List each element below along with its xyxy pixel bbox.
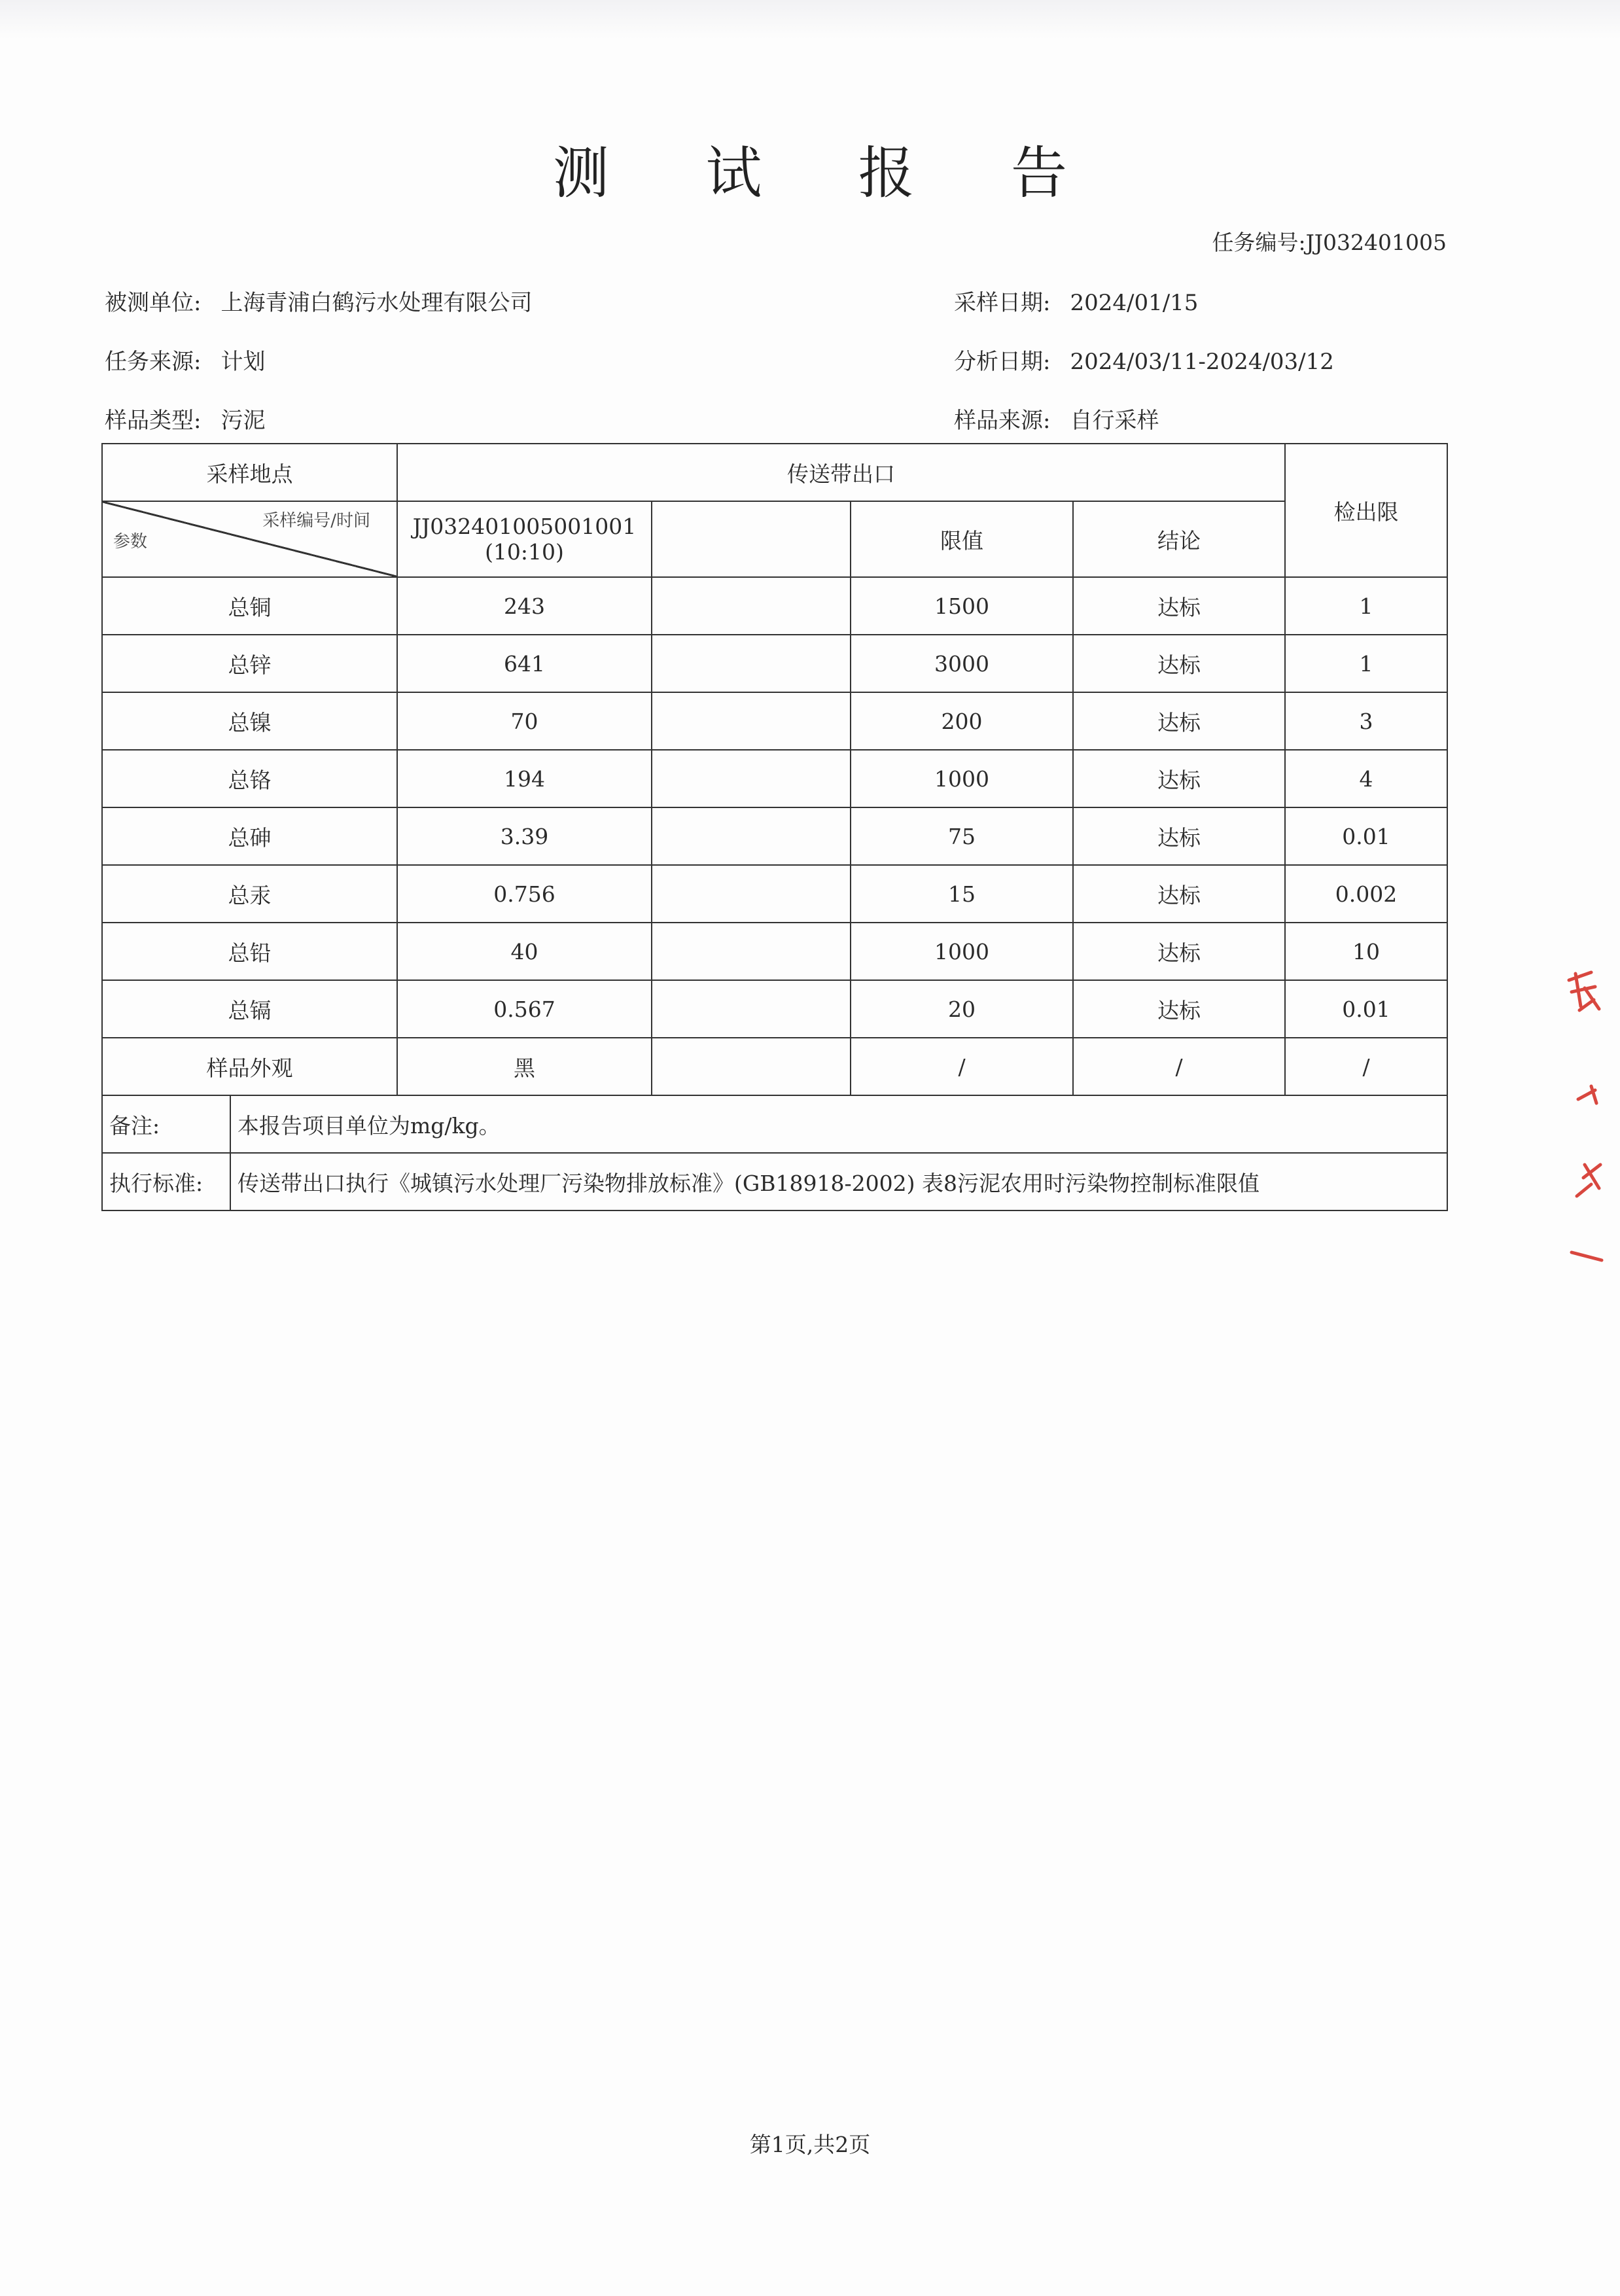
limit-cell: 75 (851, 807, 1073, 865)
task-number: 任务编号:JJ032401005 (1212, 230, 1447, 255)
detection-limit-cell: 1 (1285, 635, 1447, 692)
conclusion-cell: 达标 (1073, 807, 1285, 865)
sample-source-label: 样品来源: (954, 408, 1051, 434)
conclusion-cell: 达标 (1073, 980, 1285, 1038)
sample-id: JJ032401005001001 (412, 514, 637, 539)
detection-limit-header: 检出限 (1285, 444, 1447, 577)
sample-date-label: 采样日期: (954, 290, 1051, 316)
table-row (102, 807, 1447, 865)
diag-bottom-label: 参数 (113, 532, 148, 552)
detection-limit-cell: 1 (1285, 577, 1447, 635)
blank-cell (652, 635, 851, 692)
sample-date-value: 2024/01/15 (1070, 290, 1199, 316)
limit-cell: / (851, 1038, 1073, 1095)
scan-top-bleed (0, 0, 1620, 39)
value-cell: 70 (397, 692, 652, 750)
conclusion-header: 结论 (1073, 501, 1285, 577)
detection-limit-cell: 4 (1285, 750, 1447, 807)
param-cell: 总铜 (102, 577, 397, 635)
limit-cell: 3000 (851, 635, 1073, 692)
sample-source-value: 自行采样 (1070, 408, 1159, 434)
page-number: 第1页,共2页 (749, 2132, 871, 2157)
detection-limit-cell: / (1285, 1038, 1447, 1095)
limit-cell: 200 (851, 692, 1073, 750)
diag-top-label: 采样编号/时间 (262, 511, 370, 531)
table-row (102, 635, 1447, 692)
blank-cell (652, 807, 851, 865)
blank-cell (652, 980, 851, 1038)
standard-label: 执行标准: (102, 1153, 230, 1210)
sample-type (105, 402, 265, 434)
analysis-date (954, 344, 1334, 376)
site-value: 传送带出口 (397, 444, 1285, 501)
remark-label: 备注: (102, 1095, 230, 1153)
page-title: 测 试 报 告 (552, 141, 1106, 206)
tested-unit-value: 上海青浦白鹤污水处理有限公司 (220, 290, 533, 316)
detection-limit-cell: 3 (1285, 692, 1447, 750)
task-source-value: 计划 (220, 349, 266, 375)
conclusion-cell: / (1073, 1038, 1285, 1095)
sample-id-cell (397, 501, 652, 577)
table-row (102, 577, 1447, 635)
diagonal-header-cell (102, 501, 397, 577)
red-seal-stamp-icon (1565, 968, 1604, 1276)
table-row (102, 750, 1447, 807)
table-row (102, 980, 1447, 1038)
param-cell: 总镍 (102, 692, 397, 750)
conclusion-cell: 达标 (1073, 750, 1285, 807)
task-source-label: 任务来源: (105, 349, 202, 375)
conclusion-cell: 达标 (1073, 577, 1285, 635)
table-row (102, 1038, 1447, 1095)
tested-unit-label: 被测单位: (105, 290, 202, 316)
blank-cell (652, 692, 851, 750)
standard-value: 传送带出口执行《城镇污水处理厂污染物排放标准》(GB18918-2002) 表8污泥农用时污染物控制标准限值 (230, 1153, 1447, 1210)
task-source (105, 344, 265, 376)
sample-type-label: 样品类型: (105, 408, 202, 434)
value-cell: 243 (397, 577, 652, 635)
conclusion-cell: 达标 (1073, 635, 1285, 692)
param-cell: 总铬 (102, 750, 397, 807)
value-cell: 0.567 (397, 980, 652, 1038)
remark-row (102, 1095, 1447, 1153)
conclusion-cell: 达标 (1073, 923, 1285, 980)
blank-cell (652, 750, 851, 807)
table-row (102, 923, 1447, 980)
limit-cell: 20 (851, 980, 1073, 1038)
param-cell: 样品外观 (102, 1038, 397, 1095)
conclusion-cell: 达标 (1073, 692, 1285, 750)
blank-cell (652, 1038, 851, 1095)
value-cell: 194 (397, 750, 652, 807)
value-cell: 黑 (397, 1038, 652, 1095)
results-table (101, 443, 1448, 1211)
header-row-sample (102, 501, 1447, 577)
remark-value: 本报告项目单位为mg/kg。 (230, 1095, 1447, 1153)
table-row (102, 865, 1447, 923)
param-cell: 总铅 (102, 923, 397, 980)
analysis-date-value: 2024/03/11-2024/03/12 (1070, 349, 1334, 375)
limit-cell: 1500 (851, 577, 1073, 635)
detection-limit-cell: 0.01 (1285, 980, 1447, 1038)
param-cell: 总镉 (102, 980, 397, 1038)
sample-date (954, 285, 1198, 317)
blank-header-cell (652, 501, 851, 577)
sample-source (954, 402, 1159, 434)
param-cell: 总汞 (102, 865, 397, 923)
detection-limit-cell: 0.002 (1285, 865, 1447, 923)
value-cell: 0.756 (397, 865, 652, 923)
param-cell: 总锌 (102, 635, 397, 692)
blank-cell (652, 923, 851, 980)
site-header: 采样地点 (102, 444, 397, 501)
detection-limit-cell: 10 (1285, 923, 1447, 980)
conclusion-cell: 达标 (1073, 865, 1285, 923)
limit-cell: 1000 (851, 750, 1073, 807)
limit-header: 限值 (851, 501, 1073, 577)
analysis-date-label: 分析日期: (954, 349, 1051, 375)
tested-unit (105, 285, 532, 317)
param-cell: 总砷 (102, 807, 397, 865)
detection-limit-cell: 0.01 (1285, 807, 1447, 865)
value-cell: 3.39 (397, 807, 652, 865)
sample-type-value: 污泥 (220, 408, 266, 434)
blank-cell (652, 577, 851, 635)
sample-time: (10:10) (485, 539, 564, 565)
limit-cell: 1000 (851, 923, 1073, 980)
limit-cell: 15 (851, 865, 1073, 923)
table-row (102, 692, 1447, 750)
value-cell: 40 (397, 923, 652, 980)
standard-row (102, 1153, 1447, 1210)
value-cell: 641 (397, 635, 652, 692)
blank-cell (652, 865, 851, 923)
header-row-site (102, 444, 1447, 501)
